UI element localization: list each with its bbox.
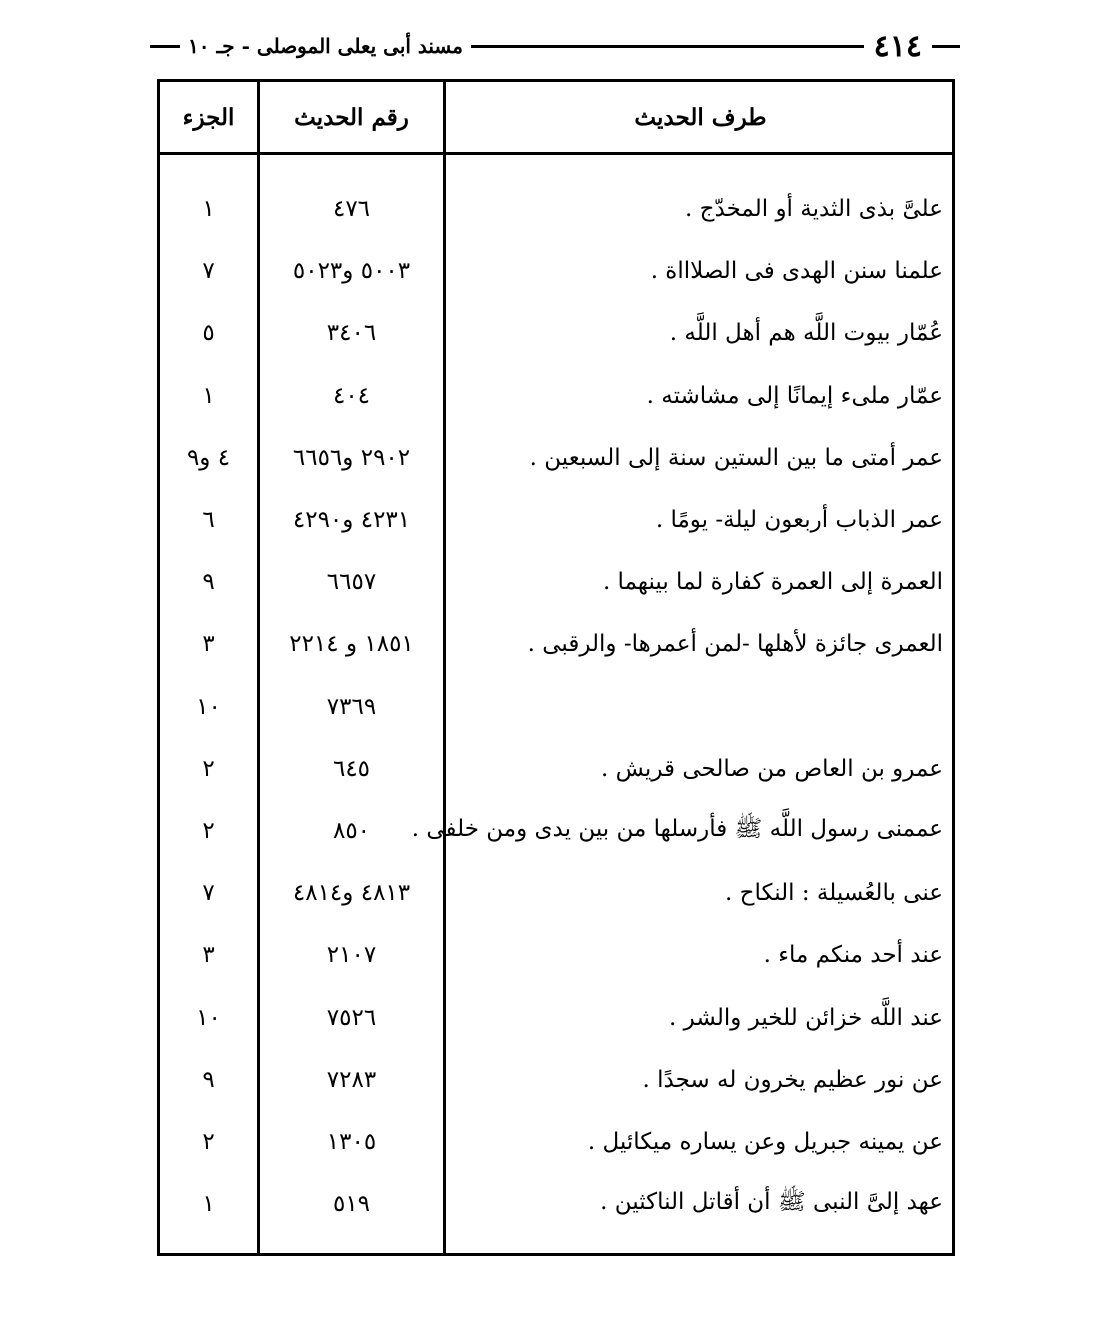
juz-cell: ١٠ xyxy=(196,693,221,720)
hadith-number-cell: ٤٢٣١ و٤٢٩٠ xyxy=(292,507,411,533)
hadith-text-cell: عند أحد منكم ماء . xyxy=(763,942,943,969)
hadith-index-table xyxy=(157,79,955,1256)
hadith-number-cell: ٤٧٦ xyxy=(332,196,371,222)
juz-cell: ٩ xyxy=(202,1066,215,1093)
hadith-text-cell: عن يمينه جبريل وعن يساره ميكائيل . xyxy=(587,1129,943,1155)
header-rule xyxy=(471,45,864,48)
table-row xyxy=(160,365,952,427)
hadith-number-cell: ٥٠٠٣ و٥٠٢٣ xyxy=(292,258,411,285)
table-row xyxy=(160,987,952,1049)
table-row xyxy=(160,676,952,738)
juz-cell: ٢ xyxy=(202,818,215,844)
hadith-text-cell: علىَّ بذى الثدية أو المخدّج . xyxy=(685,196,943,222)
hadith-text-cell: عُمّار بيوت اللَّه هم أهل اللَّه . xyxy=(669,320,943,347)
juz-cell: ١ xyxy=(202,1191,215,1218)
hadith-number-cell: ٤٠٤ xyxy=(332,382,371,409)
table-row xyxy=(160,551,952,613)
juz-cell: ٦ xyxy=(202,507,215,533)
hadith-number-cell: ٧٣٦٩ xyxy=(326,693,377,720)
table-row xyxy=(160,1173,952,1235)
table-row xyxy=(160,862,952,924)
hadith-number-cell: ٢٩٠٢ و٦٦٥٦ xyxy=(292,444,411,471)
header-dash-left xyxy=(150,45,180,48)
juz-cell: ٣ xyxy=(202,942,215,969)
juz-cell: ٧ xyxy=(202,880,215,907)
hadith-number-cell: ٢١٠٧ xyxy=(326,942,377,969)
juz-cell: ١ xyxy=(202,196,215,222)
hadith-text-cell: عهد إلىَّ النبى ﷺ أن أقاتل الناكثين . xyxy=(600,1189,943,1216)
juz-cell: ٥ xyxy=(202,320,215,347)
hadith-text-cell: العمرة إلى العمرة كفارة لما بينهما . xyxy=(602,569,943,596)
juz-cell: ٩ xyxy=(202,569,215,596)
hadith-number-cell: ٨٥٠ xyxy=(332,818,371,844)
column-header-number: رقم الحديث xyxy=(294,103,409,131)
table-row xyxy=(160,1049,952,1111)
hadith-number-cell: ١٣٠٥ xyxy=(326,1129,377,1155)
juz-cell: ٧ xyxy=(202,258,215,285)
hadith-text-cell: عند اللَّه خزائن للخير والشر . xyxy=(669,1004,943,1031)
column-header-hadith: طرف الحديث xyxy=(634,103,767,131)
hadith-text-cell: عنى بالعُسيلة : النكاح . xyxy=(725,880,943,907)
hadith-text-cell: عمرو بن العاص من صالحى قريش . xyxy=(600,755,943,782)
table-row xyxy=(160,738,952,800)
hadith-number-cell: ١٨٥١ و ٢٢١٤ xyxy=(289,631,414,658)
hadith-text-cell: عمّار ملىء إيمانًا إلى مشاشته . xyxy=(646,382,943,409)
page-number: ٤١٤ xyxy=(873,28,922,64)
hadith-number-cell: ٧٢٨٣ xyxy=(326,1066,377,1093)
juz-cell: ٤ و٩ xyxy=(186,444,231,471)
table-row xyxy=(160,240,952,302)
hadith-text-cell: العمرى جائزة لأهلها -لمن أعمرها- والرقبى . xyxy=(527,631,943,658)
table-row xyxy=(160,427,952,489)
table-row xyxy=(160,302,952,364)
hadith-number-cell: ٥١٩ xyxy=(332,1191,371,1218)
table-row xyxy=(160,924,952,986)
hadith-text-cell: عممنى رسول اللَّه ﷺ فأرسلها من بين يدى ومن خلفى . xyxy=(411,816,943,842)
hadith-text-cell: عن نور عظيم يخرون له سجدًا . xyxy=(642,1066,943,1093)
juz-cell: ١٠ xyxy=(196,1004,221,1031)
juz-cell: ٣ xyxy=(202,631,215,658)
book-title: مسند أبى يعلى الموصلى - جـ ١٠ xyxy=(188,34,463,58)
table-row xyxy=(160,178,952,240)
hadith-text-cell: عمر أمتى ما بين الستين سنة إلى السبعين . xyxy=(529,444,943,471)
table-row xyxy=(160,1111,952,1173)
hadith-text-cell xyxy=(450,676,947,738)
running-header xyxy=(150,26,960,66)
juz-cell: ٢ xyxy=(202,755,215,782)
hadith-text-cell: عمر الذباب أربعون ليلة- يومًا . xyxy=(655,507,943,533)
hadith-number-cell: ٤٨١٣ و٤٨١٤ xyxy=(292,880,411,907)
hadith-number-cell: ٦٦٥٧ xyxy=(326,569,377,596)
table-row xyxy=(160,489,952,551)
hadith-number-cell: ٣٤٠٦ xyxy=(326,320,377,347)
hadith-number-cell: ٧٥٢٦ xyxy=(326,1004,377,1031)
hadith-text-cell: علمنا سنن الهدى فى الصلاااة . xyxy=(650,258,943,285)
juz-cell: ١ xyxy=(202,382,215,409)
hadith-number-cell: ٦٤٥ xyxy=(332,755,371,782)
column-header-juz: الجزء xyxy=(182,103,235,131)
table-row xyxy=(160,800,952,862)
table-row xyxy=(160,613,952,675)
header-divider xyxy=(160,152,952,155)
header-dash-right xyxy=(932,45,960,48)
juz-cell: ٢ xyxy=(202,1129,215,1155)
